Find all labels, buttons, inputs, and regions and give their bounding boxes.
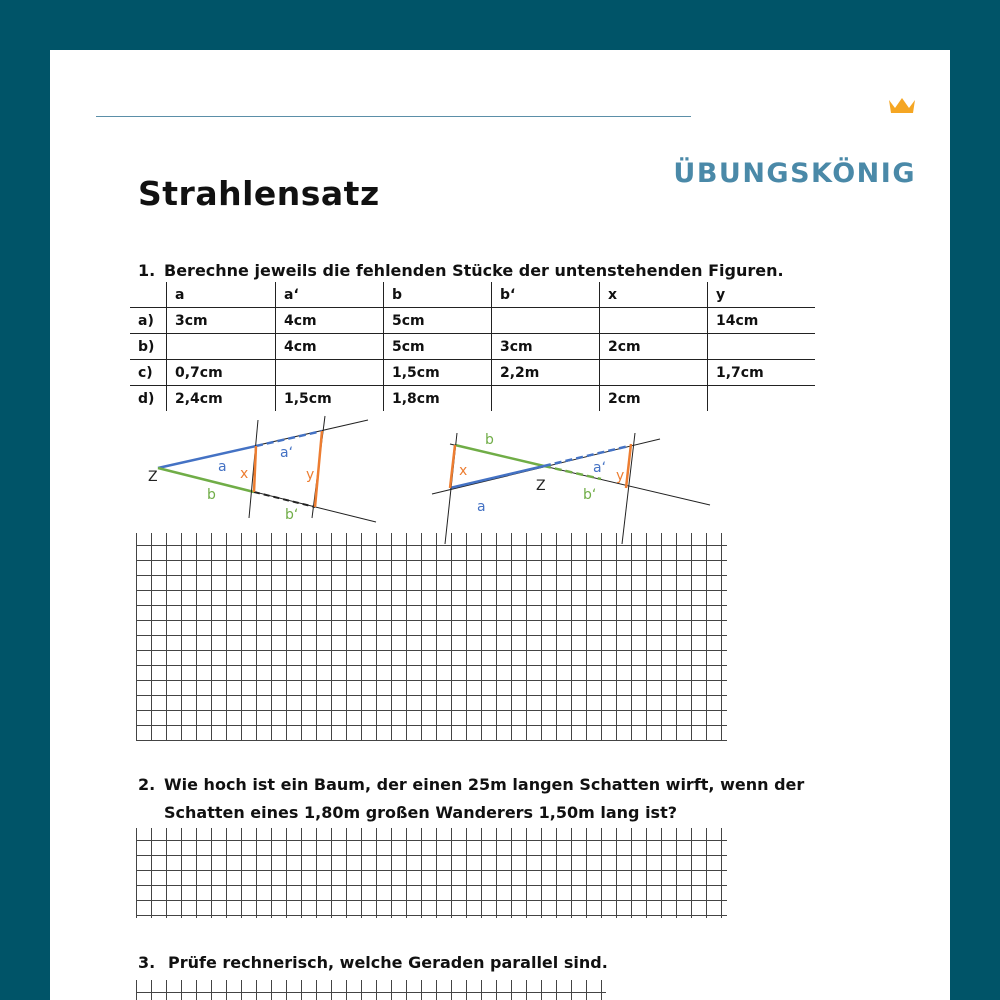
answer-grid-task-1[interactable] xyxy=(136,533,727,741)
answer-grid-task-3[interactable] xyxy=(136,980,606,1000)
table-cell: 3cm xyxy=(167,308,276,334)
table-cell: 2,4cm xyxy=(167,386,276,412)
table-cell xyxy=(708,386,816,412)
table-cell: 2cm xyxy=(600,386,708,412)
fig2-label-x: x xyxy=(459,463,468,479)
table-header-cell: b‘ xyxy=(492,282,600,308)
table-header-cell: a‘ xyxy=(276,282,384,308)
table-header-row xyxy=(130,282,815,308)
fig1-label-b-prime: b‘ xyxy=(285,507,299,523)
table-cell: 5cm xyxy=(384,334,492,360)
table-cell: 1,7cm xyxy=(708,360,816,386)
fig2-label-z: Z xyxy=(536,478,546,494)
worksheet-page xyxy=(50,50,950,1000)
table-cell xyxy=(492,308,600,334)
table-cell xyxy=(708,334,816,360)
task-3-text: Prüfe rechnerisch, welche Geraden parallel sind. xyxy=(168,953,608,972)
fig1-label-z: Z xyxy=(148,469,158,485)
table-row-label: a) xyxy=(130,308,167,334)
fig1-label-b: b xyxy=(207,487,216,503)
fig1-label-x: x xyxy=(240,466,249,482)
table-row xyxy=(130,308,815,334)
fig2-label-a: a xyxy=(477,499,486,515)
brand-logo: ÜBUNGSKÖNIG xyxy=(673,158,916,189)
fig1-label-a-prime: a‘ xyxy=(280,445,294,461)
figure-x-rays xyxy=(425,432,725,544)
fig2-label-a-prime: a‘ xyxy=(593,460,607,476)
table-cell: 5cm xyxy=(384,308,492,334)
table-header-cell: y xyxy=(708,282,816,308)
crown-icon xyxy=(887,96,917,116)
task-1-number: 1. xyxy=(138,261,156,280)
task-2-line-2: Schatten eines 1,80m großen Wanderers 1,50m lang ist? xyxy=(164,803,677,822)
table-header-cell: a xyxy=(167,282,276,308)
table-row-label: c) xyxy=(130,360,167,386)
table-cell: 14cm xyxy=(708,308,816,334)
answer-grid-task-2[interactable] xyxy=(136,828,727,918)
table-cell xyxy=(600,308,708,334)
table-row xyxy=(130,334,815,360)
task-3-number: 3. xyxy=(138,953,156,972)
table-cell: 4cm xyxy=(276,308,384,334)
task-1-text: Berechne jeweils die fehlenden Stücke der untenstehenden Figuren. xyxy=(164,261,784,280)
table-row xyxy=(130,360,815,386)
table-cell: 2cm xyxy=(600,334,708,360)
table-row-label: d) xyxy=(130,386,167,412)
fig2-label-b: b xyxy=(485,432,494,448)
figure-v-rays xyxy=(140,412,380,524)
table-cell: 1,5cm xyxy=(276,386,384,412)
fig2-label-y: y xyxy=(616,468,625,484)
table-cell: 2,2m xyxy=(492,360,600,386)
table-cell: 4cm xyxy=(276,334,384,360)
table-row-label: b) xyxy=(130,334,167,360)
table-cell: 1,8cm xyxy=(384,386,492,412)
table-cell xyxy=(167,334,276,360)
table-cell: 3cm xyxy=(492,334,600,360)
fig1-label-y: y xyxy=(306,467,315,483)
table-cell: 0,7cm xyxy=(167,360,276,386)
table-cell xyxy=(600,360,708,386)
table-cell xyxy=(492,386,600,412)
table-cell: 1,5cm xyxy=(384,360,492,386)
table-header-cell xyxy=(130,282,167,308)
table-cell xyxy=(276,360,384,386)
table-row xyxy=(130,386,815,412)
task-2-line-1: Wie hoch ist ein Baum, der einen 25m langen Schatten wirft, wenn der xyxy=(164,775,805,794)
table-header-cell: b xyxy=(384,282,492,308)
header-rule xyxy=(96,116,691,117)
table-header-cell: x xyxy=(600,282,708,308)
fig2-label-b-prime: b‘ xyxy=(583,487,597,503)
page-title: Strahlensatz xyxy=(138,174,380,213)
task-2-number: 2. xyxy=(138,775,156,794)
fig1-label-a: a xyxy=(218,459,227,475)
values-table xyxy=(130,282,815,411)
